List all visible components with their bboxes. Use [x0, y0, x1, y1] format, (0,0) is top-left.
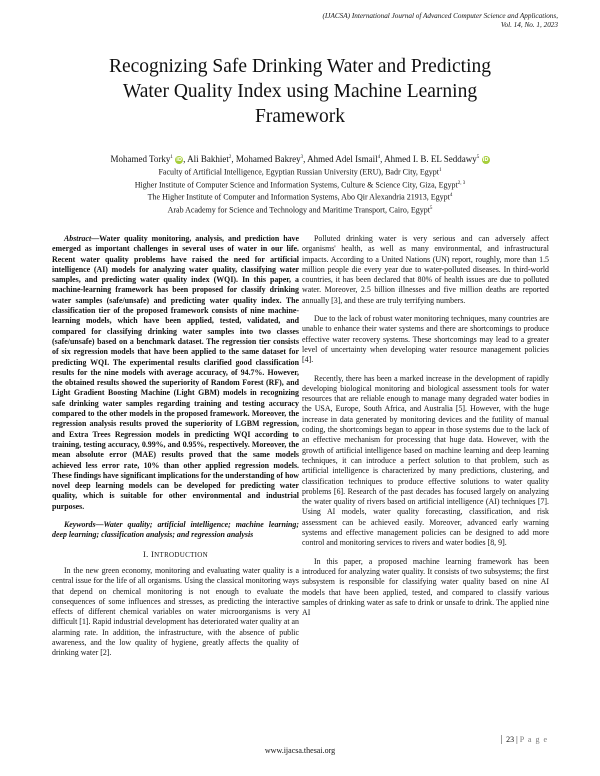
- paper-title: [40, 54, 560, 129]
- author-1-affil: 1: [170, 155, 173, 160]
- affiliations: [30, 165, 570, 216]
- author-2-affil: 2: [228, 155, 232, 160]
- section-title-rest: NTRODUCTION: [154, 550, 208, 559]
- affiliation-3-text: The Higher Institute of Computer and Information Systems, Abo Qir Alexandria 21913, Egypt: [147, 192, 450, 202]
- affiliation-4: [30, 203, 570, 216]
- abstract: [52, 234, 299, 512]
- affiliation-4-sup: 5: [429, 205, 433, 211]
- author-3: , Mohamed Bakrey: [231, 154, 301, 164]
- author-list: [30, 152, 570, 165]
- page-word: P a g e: [519, 735, 548, 744]
- affiliation-3-sup: 4: [449, 193, 453, 199]
- author-5-affil: 5: [476, 155, 480, 160]
- keywords: Keywords—Water quality; artificial intelligence; machine learning; deep learning; classification analysis; and regression analysis: [52, 520, 299, 540]
- affiliation-4-text: Arab Academy for Science and Technology and Maritime Transport, Cairo, Egypt: [167, 205, 430, 215]
- affiliation-3: [30, 190, 570, 203]
- left-column: [52, 234, 299, 667]
- journal-header: [198, 12, 558, 30]
- abstract-lead: Abstract: [64, 234, 92, 243]
- author-1: Mohamed Torky: [110, 154, 171, 164]
- title-line-1: Recognizing Safe Drinking Water and Predicting: [108, 56, 491, 77]
- right-paragraph-4: In this paper, a proposed machine learning framework has been introduced for analyzing water quality. It consists of two subsystems; the first subsystem is responsible for classifying water quality based on nine AI models that have been applied, tested, and compared to classify various samples of drinking water as safe to drink or unsafe to drink. The applied nine AI: [302, 556, 549, 618]
- section-first-letter: I: [151, 548, 155, 559]
- right-paragraph-1: Polluted drinking water is very serious and can adversely affect organisms' health, as well as many environmental, and infrastructural impacts. According to a United Nations (UN) report, roughly, more than 1.5 million people die every year due to water-polluted diseases. In third-world countries, it has been declared that 80% of health issues are due to polluted water. Moreover, 2.5 billion illnesses and five million deaths are reported annually [3], and these are truly terrifying numbers.: [302, 234, 549, 305]
- right-paragraph-3: Recently, there has been a marked increase in the development of rapidly developing biological monitoring and biological assessment tools for water resources that are reliable enough to manage many degraded water bodies in the USA, Europe, South Africa, and Australia [5]. However, with the huge increase in data generated by monitoring devices and the futility of manual coding, the shortcomings began to appear in those systems due to the lack of an effective mechanism for processing that huge data. However, with the growth of artificial intelligence based on machine learning and deep learning techniques, it can introduce a perfect solution to that problem, such as artificial intelligence is characterized by many predictions, clustering, and classification techniques to produce effective solutions to water quality problems [6]. Research of the past decades has focused largely on analyzing the water quality of rivers based on artificial intelligence (AI) techniques [7]. Using AI models, water quality forecasting, classification, and risk assessment can be achieved easily. Moreover, advanced early warning systems and effective management policies can be designed to add more control and monitoring services to rivers and water bodies [8, 9].: [302, 373, 549, 548]
- right-column: [302, 234, 549, 626]
- intro-paragraph-1: In the new green economy, monitoring and evaluating water quality is a central issue for the life of all organisms. Using the classical monitoring ways that depend on chemical monitoring is not enough to evaluate the consequences of some influences and stresses, as predicting the interactive effects of different chemical variables on water microorganisms is very difficult [1]. Rapid industrial development has deteriorated water quality at an alarming rate. In addition, the infrastructure, with the absence of public awareness, and the low quality of hygiene, greatly affects the quality of drinking water [2].: [52, 565, 299, 658]
- right-paragraph-2: Due to the lack of robust water monitoring techniques, many countries are unable to enhance their water systems and there are shortcomings to produce effective water recovery systems. These shortcomings may lead to a greater level of uncertainty when developing water resource management policies [4].: [302, 314, 549, 365]
- author-2: , Ali Bakhiet: [183, 154, 229, 164]
- footer-url[interactable]: www.ijacsa.thesai.org: [264, 746, 336, 755]
- affiliation-2-text: Higher Institute of Computer Science and Information Systems, Culture & Science City, Giza, Egypt: [134, 180, 458, 190]
- orcid-icon-2[interactable]: iD: [482, 157, 489, 163]
- affiliation-1-sup: 1: [439, 168, 442, 173]
- journal-name: (IJACSA) International Journal of Advanced Computer Science and Applications,: [322, 12, 558, 20]
- page-number: [501, 735, 548, 744]
- abstract-text: —Water quality monitoring, analysis, and prediction have emerged as important challenges in several uses of water in our life. Recent water quality problems have raised the need for artificial intelligence (AI) models for analyzing water quality, classifying water samples, and predicting water quality index (WQI). In this paper, a machine-learning framework has been proposed for classify drinking water samples (safe/unsafe) and predicting water quality index. The classification tier of the proposed framework consists of nine machine-learning models, which have been applied, tested, validated, and compared for classifying drinking water samples into two classes (safe/unsafe) based on a benchmark dataset. The regression tier consists of six regression models that have been applied to the same dataset for predicting WQI. The experimental results clarified good classification results for the nine models with average accuracy, of 94.7%. However, the obtained results showed the superiority of Random Forest (RF), and Light Gradient Boosting Machine (Light GBM) models in recognizing safe drinking water samples regarding training and testing accuracy compared to the other models in the proposed framework. Moreover, the regression analysis results proved the superiority of LGBM regression, and Extra Trees Regression models in predicting WQI according to training, testing accuracy, 0.99%, and 0.95%, respectively. Moreover, the mean absolute error (MAE) results proved that the same models achieved less error rate, 10% than other applied regression models. These findings have significant implications for the understanding of how novel deep learning models can be developed for predicting water quality, which is suitable for other environmental and industrial purposes.: [52, 234, 299, 511]
- author-4-affil: 4: [377, 155, 381, 160]
- affiliation-2-sup: 2, 3: [457, 180, 466, 186]
- author-4: , Ahmed Adel Ismail: [303, 154, 378, 164]
- title-line-3: Framework: [255, 106, 345, 127]
- page-separator: |: [516, 735, 518, 744]
- section-number: I.: [143, 548, 149, 559]
- author-5: , Ahmed I. B. EL Seddawy: [380, 154, 477, 164]
- section-heading-introduction: [52, 549, 299, 560]
- author-3-affil: 3: [300, 155, 304, 160]
- page-number-value: 23: [506, 735, 515, 744]
- affiliation-1-text: Faculty of Artificial Intelligence, Egyptian Russian University (ERU), Badr City, Egypt: [158, 167, 440, 177]
- affiliation-2: [30, 178, 570, 191]
- affiliation-1: [30, 165, 570, 178]
- journal-volume: Vol. 14, No. 1, 2023: [500, 21, 558, 29]
- title-line-2: Water Quality Index using Machine Learning: [122, 81, 478, 102]
- orcid-icon[interactable]: iD: [176, 157, 183, 163]
